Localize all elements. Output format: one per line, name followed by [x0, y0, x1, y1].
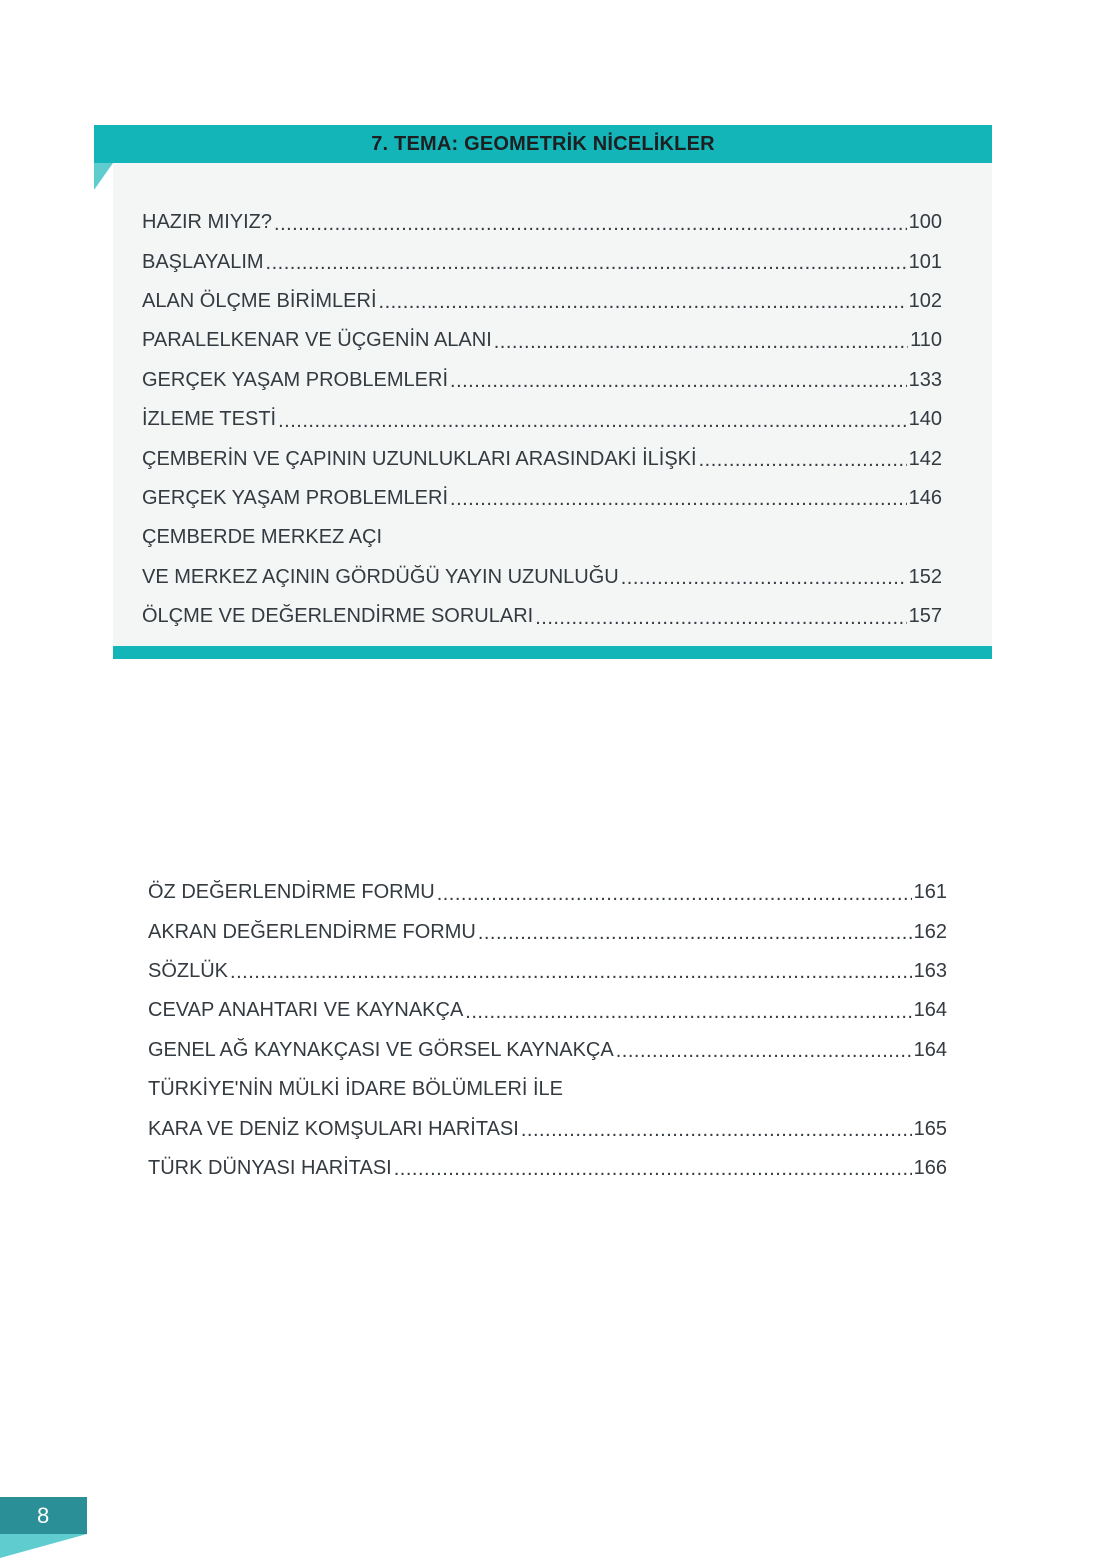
toc-entry-page: 161 [913, 881, 947, 904]
toc-entry[interactable] [142, 400, 942, 439]
toc-dot-leader [699, 450, 907, 470]
toc-entry-title: İZLEME TESTİ [142, 408, 277, 431]
toc-dot-leader [521, 1120, 912, 1140]
toc-entry-page: 163 [913, 959, 947, 982]
toc-dot-leader [478, 923, 912, 943]
toc-entry-title: TÜRK DÜNYASI HARİTASI [148, 1156, 392, 1179]
toc-dot-leader [437, 884, 912, 904]
toc-entry-title: ÇEMBERİN VE ÇAPININ UZUNLUKLARI ARASINDAKİ İLİŞKİ [142, 447, 697, 470]
toc-entry-page: 142 [908, 447, 942, 470]
appendix-toc-list [148, 873, 947, 1188]
toc-entry-title: GERÇEK YAŞAM PROBLEMLERİ [142, 486, 449, 509]
toc-dot-leader [465, 1002, 911, 1022]
toc-entry-title: ÇEMBERDE MERKEZ AÇI [142, 526, 383, 549]
toc-entry-title: ÖZ DEĞERLENDİRME FORMU [148, 881, 435, 904]
toc-entry-title: CEVAP ANAHTARI VE KAYNAKÇA [148, 999, 464, 1022]
toc-entry[interactable] [142, 321, 942, 360]
toc-entry-page: 166 [913, 1156, 947, 1179]
toc-entry-page: 140 [908, 408, 942, 431]
toc-entry[interactable] [142, 361, 942, 400]
toc-dot-leader [266, 253, 907, 273]
toc-dot-leader [278, 411, 907, 431]
toc-dot-leader [450, 371, 907, 391]
toc-entry-page: 110 [910, 329, 942, 352]
toc-entry-page: 102 [908, 289, 942, 312]
toc-entry[interactable] [148, 991, 947, 1030]
toc-entry-title: ALAN ÖLÇME BİRİMLERİ [142, 289, 377, 312]
toc-entry-title: VE MERKEZ AÇININ GÖRDÜĞÜ YAYIN UZUNLUĞU [142, 565, 619, 588]
toc-dot-leader [379, 292, 907, 312]
toc-dot-leader [494, 332, 908, 352]
toc-entry-page: 101 [908, 250, 942, 273]
toc-entry[interactable] [148, 912, 947, 951]
toc-dot-leader [394, 1159, 912, 1179]
toc-entry[interactable] [142, 597, 942, 636]
toc-entry-page: 100 [908, 211, 942, 234]
toc-entry[interactable] [142, 203, 942, 242]
toc-entry[interactable] [148, 1109, 947, 1148]
toc-entry-page: 152 [908, 565, 942, 588]
toc-entry[interactable] [148, 873, 947, 912]
toc-dot-leader [450, 489, 907, 509]
theme-box-bottom-bar [113, 646, 992, 659]
toc-dot-leader [274, 214, 907, 234]
toc-entry-page: 157 [908, 605, 942, 628]
toc-entry-title: PARALELKENAR VE ÜÇGENİN ALANI [142, 329, 492, 352]
toc-entry-title: TÜRKİYE'NİN MÜLKİ İDARE BÖLÜMLERİ İLE [148, 1078, 564, 1101]
toc-entry-page: 146 [908, 486, 942, 509]
toc-entry-page: 162 [913, 920, 947, 943]
page-tab-decoration [0, 1534, 87, 1558]
toc-dot-leader [616, 1041, 912, 1061]
toc-entry[interactable] [148, 1149, 947, 1188]
toc-entry-title: GERÇEK YAŞAM PROBLEMLERİ [142, 368, 449, 391]
header-fold-decoration [94, 163, 113, 190]
toc-entry-title: GENEL AĞ KAYNAKÇASI VE GÖRSEL KAYNAKÇA [148, 1038, 614, 1061]
toc-entry-page: 164 [913, 1038, 947, 1061]
toc-entry-page: 164 [913, 999, 947, 1022]
page-number: 8 [0, 1497, 87, 1534]
theme-title: 7. TEMA: GEOMETRİK NİCELİKLER [94, 125, 992, 163]
toc-dot-leader [621, 568, 907, 588]
toc-entry-title: BAŞLAYALIM [142, 250, 264, 273]
toc-entry-title: AKRAN DEĞERLENDİRME FORMU [148, 920, 476, 943]
toc-entry-page: 133 [908, 368, 942, 391]
toc-entry[interactable] [142, 439, 942, 478]
toc-dot-leader [230, 962, 912, 982]
toc-entry[interactable] [142, 242, 942, 281]
toc-entry[interactable] [142, 518, 942, 557]
toc-entry[interactable] [142, 558, 942, 597]
toc-entry-page: 165 [913, 1117, 947, 1140]
toc-entry-title: KARA VE DENİZ KOMŞULARI HARİTASI [148, 1117, 519, 1140]
toc-entry[interactable] [142, 479, 942, 518]
toc-entry[interactable] [148, 1031, 947, 1070]
toc-entry[interactable] [148, 952, 947, 991]
toc-entry-title: ÖLÇME VE DEĞERLENDİRME SORULARI [142, 605, 534, 628]
toc-entry[interactable] [148, 1070, 947, 1109]
toc-entry-title: HAZIR MIYIZ? [142, 211, 273, 234]
theme-toc-list [142, 203, 942, 636]
toc-dot-leader [535, 608, 906, 628]
toc-entry[interactable] [142, 282, 942, 321]
toc-entry-title: SÖZLÜK [148, 959, 229, 982]
